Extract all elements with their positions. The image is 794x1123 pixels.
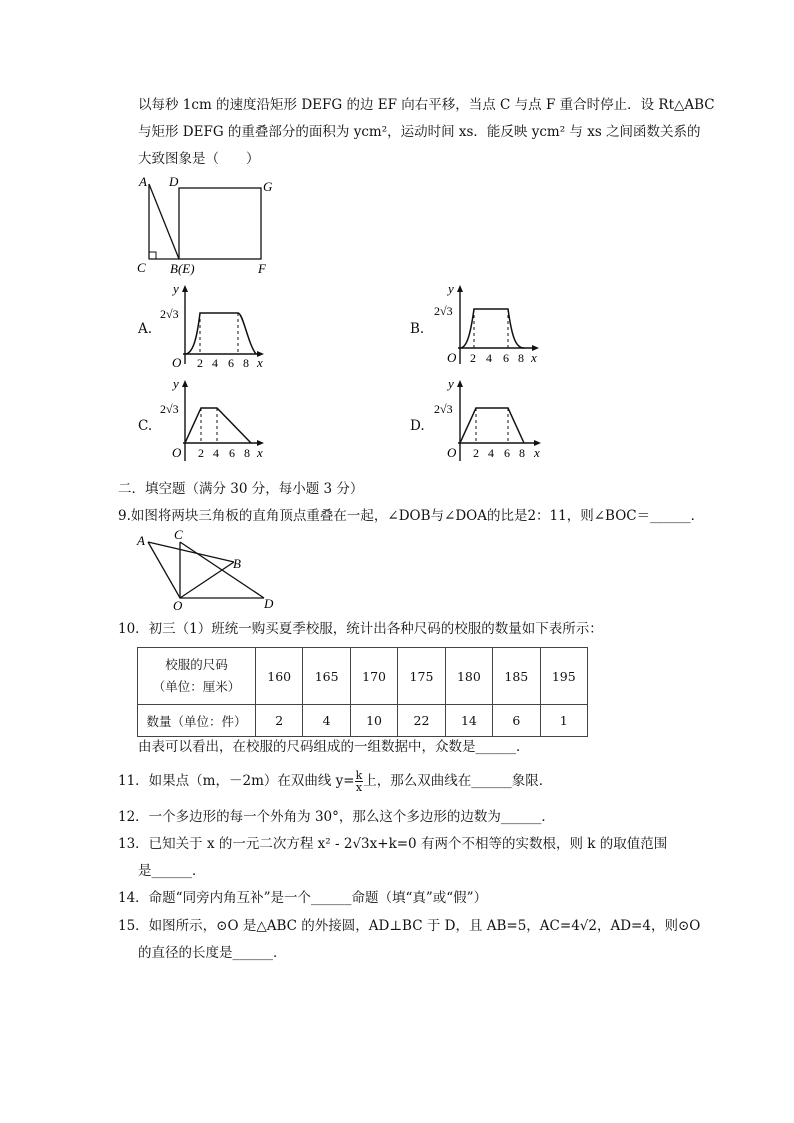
q11-numerator: k bbox=[355, 769, 363, 782]
graph-A-tick-8: 8 bbox=[243, 356, 249, 370]
header-unit-label: （单位：厘米） bbox=[152, 679, 241, 694]
q13-post: x+k=0 有两个不相等的实数根，则 k 的取值范围 bbox=[369, 836, 668, 852]
q8-text-line1: 以每秒 1cm 的速度沿矩形 DEFG 的边 EF 向右平移，当点 C 与点 F 重合时停止．设 Rt△ABC bbox=[138, 97, 715, 113]
q9-label-O: O bbox=[173, 598, 183, 613]
q8-text-line2: 与矩形 DEFG 的重叠部分的面积为 ycm²，运动时间 xs．能反映 ycm² 与 xs 之间函数关系的 bbox=[138, 124, 701, 140]
q8-label-C: C bbox=[137, 260, 146, 275]
q11-denominator: x bbox=[355, 781, 363, 794]
q11-fraction bbox=[355, 770, 364, 793]
graph-D-tick-8: 8 bbox=[519, 446, 525, 460]
q10-after-text: 由表可以看出，在校服的尺码组成的一组数据中，众数是______． bbox=[138, 739, 530, 755]
q13-line1 bbox=[118, 835, 667, 853]
graph-C-y-label: y bbox=[173, 376, 179, 391]
graph-C-tick-8: 8 bbox=[244, 446, 250, 460]
q10-text: 10．初三（1）班统一购买夏季校服，统计出各种尺码的校服的数量如下表所示： bbox=[118, 621, 603, 637]
q8-option-B-letter: B. bbox=[410, 321, 425, 337]
q10-size-table bbox=[137, 647, 588, 737]
table-header-cell bbox=[138, 648, 256, 705]
q9-label-A: A bbox=[137, 533, 145, 548]
q8-graph-A bbox=[155, 282, 275, 372]
qty-cell: 4 bbox=[303, 705, 350, 737]
size-cell: 185 bbox=[493, 648, 540, 705]
q14-text: 14．命题“同旁内角互补”是一个______命题（填“真”或“假”） bbox=[118, 890, 488, 906]
table-row bbox=[138, 648, 588, 705]
q9-label-D: D bbox=[264, 596, 274, 611]
graph-C-tick-2: 2 bbox=[198, 446, 204, 460]
graph-D-tick-4: 4 bbox=[488, 446, 494, 460]
graph-B-tick-4: 4 bbox=[486, 351, 492, 365]
graph-D-origin: O bbox=[447, 445, 457, 460]
qty-cell: 6 bbox=[493, 705, 540, 737]
q8-option-C-letter: C. bbox=[138, 418, 153, 434]
graph-D-y-label: y bbox=[448, 376, 454, 391]
q8-label-G: G bbox=[263, 179, 273, 194]
graph-C-tick-6: 6 bbox=[229, 446, 235, 460]
graph-B-y-label: y bbox=[448, 282, 454, 296]
q12-text: 12．一个多边形的每一个外角为 30°，那么这个多边形的边数为______． bbox=[118, 809, 555, 825]
q8-graph-B bbox=[430, 282, 550, 372]
size-cell: 165 bbox=[303, 648, 350, 705]
q9-figure bbox=[134, 526, 284, 614]
q15-line1: 15．如图所示，⊙O 是△ABC 的外接圆，AD⊥BC 于 D，且 AB=5，AC=4√2，AD=4，则⊙O bbox=[118, 918, 701, 934]
q8-option-A-letter: A. bbox=[138, 321, 153, 337]
qty-cell: 2 bbox=[256, 705, 303, 737]
q13-pre: 13．已知关于 x 的一元二次方程 x² - 2 bbox=[118, 836, 353, 852]
graph-D-ymark: 2√3 bbox=[434, 402, 453, 416]
q8-option-D-letter: D. bbox=[410, 418, 425, 434]
q15-line2: 的直径的长度是______． bbox=[138, 945, 287, 961]
section-2-heading: 二．填空题（满分 30 分，每小题 3 分） bbox=[118, 481, 364, 497]
graph-A-tick-2: 2 bbox=[197, 356, 203, 370]
graph-C-x-label: x bbox=[257, 445, 263, 460]
graph-B-tick-2: 2 bbox=[470, 351, 476, 365]
graph-D-tick-2: 2 bbox=[473, 446, 479, 460]
size-cell: 160 bbox=[256, 648, 303, 705]
graph-B-x-label: x bbox=[531, 350, 537, 365]
graph-C-tick-4: 4 bbox=[213, 446, 219, 460]
graph-B-origin: O bbox=[447, 350, 457, 365]
qty-cell: 22 bbox=[398, 705, 445, 737]
graph-A-y-label: y bbox=[173, 282, 179, 296]
q8-label-F: F bbox=[258, 261, 266, 276]
graph-C-ymark: 2√3 bbox=[160, 402, 179, 416]
q11-text bbox=[118, 770, 552, 793]
graph-B-tick-6: 6 bbox=[503, 351, 509, 365]
q11-pre: 11．如果点（m，－2m）在双曲线 y= bbox=[118, 773, 355, 789]
graph-B-tick-8: 8 bbox=[518, 351, 524, 365]
graph-A-tick-6: 6 bbox=[228, 356, 234, 370]
table-row bbox=[138, 705, 588, 737]
q9-text: 9.如图将两块三角板的直角顶点重叠在一起，∠DOB与∠DOA的比是2：11，则∠BOC＝______． bbox=[118, 508, 705, 524]
q8-figure bbox=[134, 172, 284, 278]
qty-label-cell: 数量（单位：件） bbox=[138, 705, 256, 737]
graph-C-origin: O bbox=[172, 445, 182, 460]
header-size-label: 校服的尺码 bbox=[165, 657, 228, 672]
q8-text-line3: 大致图象是（ ） bbox=[138, 151, 260, 167]
graph-D-tick-6: 6 bbox=[504, 446, 510, 460]
q9-label-C: C bbox=[174, 527, 183, 542]
graph-A-origin: O bbox=[172, 355, 182, 370]
size-cell: 170 bbox=[350, 648, 397, 705]
q8-label-BE: B(E) bbox=[170, 261, 195, 276]
q13-root: √3 bbox=[352, 836, 370, 852]
size-cell: 175 bbox=[398, 648, 445, 705]
graph-D-x-label: x bbox=[534, 445, 540, 460]
graph-A-tick-4: 4 bbox=[212, 356, 218, 370]
graph-A-ymark: 2√3 bbox=[160, 307, 179, 321]
qty-cell: 10 bbox=[350, 705, 397, 737]
q8-graph-C bbox=[155, 375, 275, 465]
q13-line2: 是______． bbox=[138, 863, 206, 879]
qty-cell: 1 bbox=[540, 705, 587, 737]
q8-label-D: D bbox=[169, 174, 179, 189]
q9-label-B: B bbox=[233, 556, 241, 571]
graph-A-x-label: x bbox=[257, 355, 263, 370]
q11-post: 上，那么双曲线在______象限． bbox=[363, 773, 553, 789]
graph-B-ymark: 2√3 bbox=[434, 304, 453, 318]
q8-graph-D bbox=[430, 375, 550, 465]
size-cell: 180 bbox=[445, 648, 492, 705]
size-cell: 195 bbox=[540, 648, 587, 705]
q8-label-A: A bbox=[139, 174, 147, 189]
qty-cell: 14 bbox=[445, 705, 492, 737]
